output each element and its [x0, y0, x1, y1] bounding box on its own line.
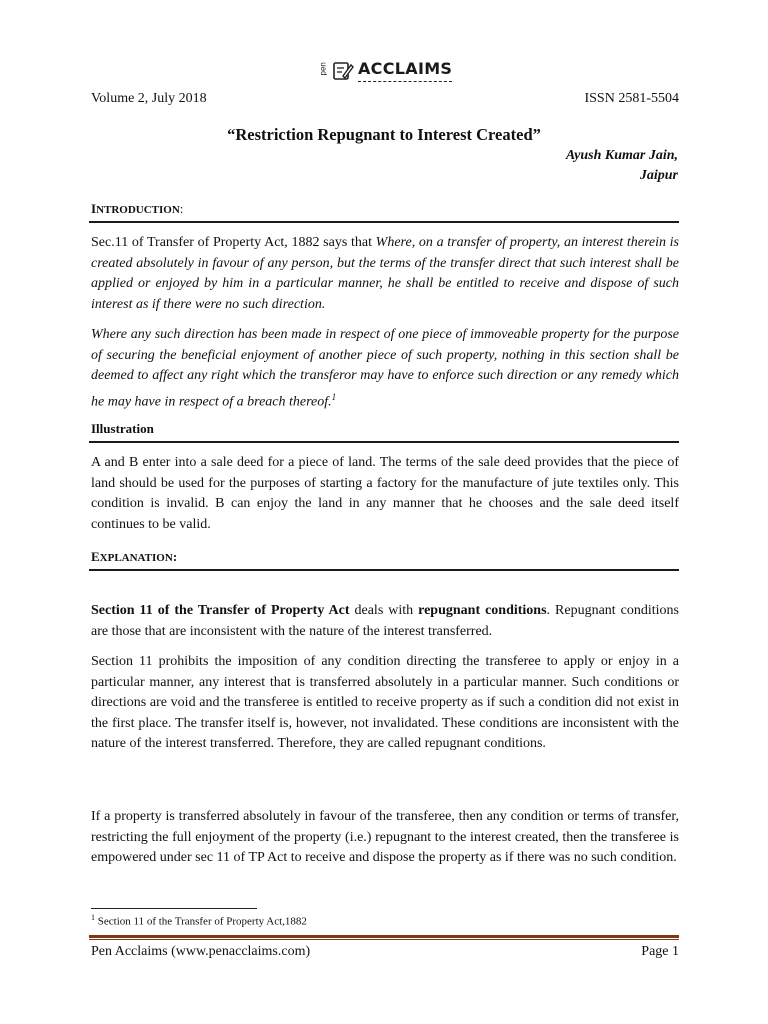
section-divider	[89, 441, 679, 443]
author-name: Ayush Kumar Jain,	[565, 148, 678, 163]
illustration-paragraph: A and B enter into a sale deed for a piece of land. The terms of the sale deed provides that the piece of land should be used for the purposes of starting a factory for the manufacture of jute textiles only. This condition is invalid. B can enjoy the land in any manner that he chooses and the sale deed itself continues to be valid.	[91, 455, 679, 532]
explanation-heading: EXPLANATION:	[91, 549, 178, 564]
author-block	[566, 146, 678, 186]
explanation-paragraph-1: Section 11 of the Transfer of Property Act deals with repugnant conditions. Repugnant conditions are those that are inconsistent with the nature of the interest transferred.	[91, 603, 679, 639]
footnote-reference: 1	[331, 391, 337, 402]
introduction-paragraph-2: Where any such direction has been made in respect of one piece of immoveable property for the purpose of securing the beneficial enjoyment of another piece of such property, nothing in this section shall be deemed to affect any right which the transferor may have to enforce such direction or any remedy which he may have in respect of a breach thereof.$^1$	[91, 327, 679, 410]
issue-meta	[91, 91, 679, 107]
author-place: Jaipur	[639, 168, 678, 183]
pen-notepad-icon	[332, 59, 354, 81]
footer-divider	[89, 935, 679, 938]
explanation-paragraph-3: If a property is transferred absolutely in favour of the transferee, then any condition or terms of transfer, restricting the full enjoyment of the property (i.e.) repugnant to the interest created, then the transferee is empowered under sec 11 of TP Act to receive and dispose the property as if there was no such condition.	[91, 809, 679, 866]
introduction-heading: INTRODUCTION:	[91, 201, 184, 216]
footnote-separator	[91, 908, 257, 909]
page-footer	[91, 944, 679, 960]
footnote: $^1$ Section 11 of the Transfer of Property Act,1882	[91, 913, 307, 928]
logo-prefix: pen	[318, 61, 328, 75]
introduction-paragraph-1: Sec.11 of Transfer of Property Act, 1882 says that Where, on a transfer of property, an interest therein is created absolutely in favour of any person, but the terms of the transfer direct that such interest shall be applied or enjoyed by him in a particular manner, he shall be entitled to receive and dispose of such interest as if there were no such direction.	[91, 235, 679, 312]
section-divider	[89, 221, 679, 223]
journal-logo	[318, 56, 452, 84]
article-title: “Restriction Repugnant to Interest Created”	[227, 125, 541, 144]
section-divider	[89, 569, 679, 571]
volume-date: Volume 2, July 2018	[91, 91, 207, 106]
page-number: Page 1	[641, 944, 679, 959]
issn: ISSN 2581-5504	[584, 91, 679, 106]
illustration-heading: Illustration	[91, 421, 154, 436]
logo-text: ACCLAIMS	[358, 59, 452, 82]
explanation-paragraph-2: Section 11 prohibits the imposition of any condition directing the transferee to apply or enjoy in a particular manner, any interest that is transferred absolutely in a particular manner. Such conditions or directions are void and the transferee is entitled to receive property as if such a condition did not exist in the first place. The transfer itself is, however, not invalidated. These conditions are inconsistent with the nature of the interest transferred. Therefore, they are called repugnant conditions.	[91, 654, 679, 752]
footer-site: Pen Acclaims (www.penacclaims.com)	[91, 944, 311, 959]
footer-divider-thin	[89, 939, 679, 940]
